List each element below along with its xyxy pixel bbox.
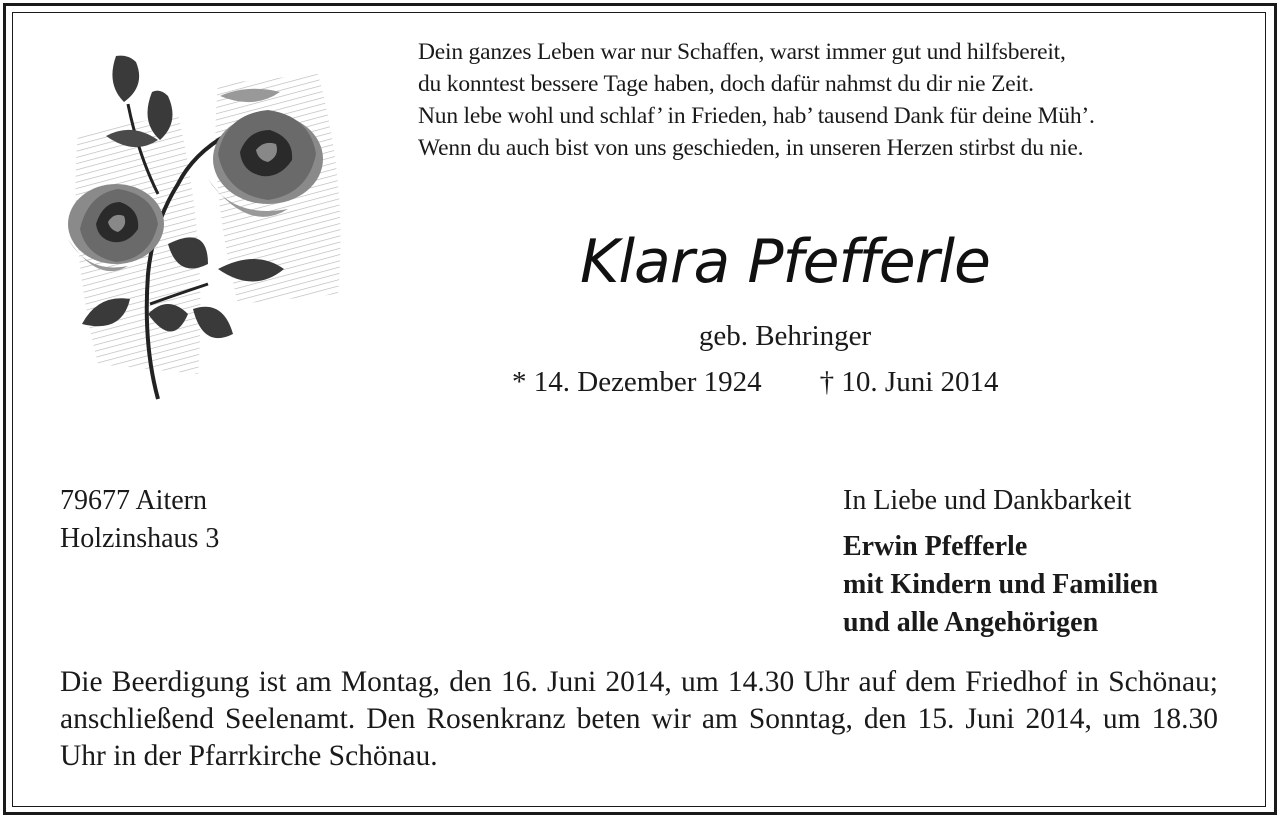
mourner-line: und alle Angehörigen bbox=[843, 607, 1099, 638]
address bbox=[60, 482, 219, 558]
mourner-line: mit Kindern und Familien bbox=[843, 569, 1159, 600]
poem bbox=[418, 36, 1238, 164]
mourners-names bbox=[843, 528, 1158, 642]
poem-line: du konntest bessere Tage haben, doch dafür nahmst du dir nie Zeit. bbox=[418, 71, 1034, 97]
poem-line: Dein ganzes Leben war nur Schaffen, warst immer gut und hilfsbereit, bbox=[418, 39, 1066, 65]
maiden-name: geb. Behringer bbox=[698, 320, 872, 352]
poem-line: Wenn du auch bist von uns geschieden, in unseren Herzen stirbst du nie. bbox=[418, 135, 1084, 161]
mourners bbox=[843, 482, 1158, 642]
life-dates bbox=[512, 362, 999, 402]
address-city: 79677 Aitern bbox=[60, 485, 207, 516]
deceased-name: Klara Pfefferle bbox=[580, 227, 990, 297]
birth-date: * 14. Dezember 1924 bbox=[512, 366, 762, 398]
roses-icon bbox=[58, 44, 358, 404]
address-street: Holzinshaus 3 bbox=[60, 523, 220, 554]
poem-line: Nun lebe wohl und schlaf’ in Frieden, hab’ tausend Dank für deine Müh’. bbox=[418, 103, 1095, 129]
mourner-line: Erwin Pfefferle bbox=[843, 531, 1028, 562]
death-date: † 10. Juni 2014 bbox=[819, 366, 999, 398]
mourners-intro: In Liebe und Dankbarkeit bbox=[843, 485, 1132, 516]
funeral-notice: Die Beerdigung ist am Montag, den 16. Juni 2014, um 14.30 Uhr auf dem Friedhof in Schönau; anschließend Seelenamt. Den Rosenkranz beten wir am Sonntag, den 15. Juni 2014, um 18.30 Uhr in der Pfarrkirche Schönau. bbox=[60, 666, 1218, 772]
